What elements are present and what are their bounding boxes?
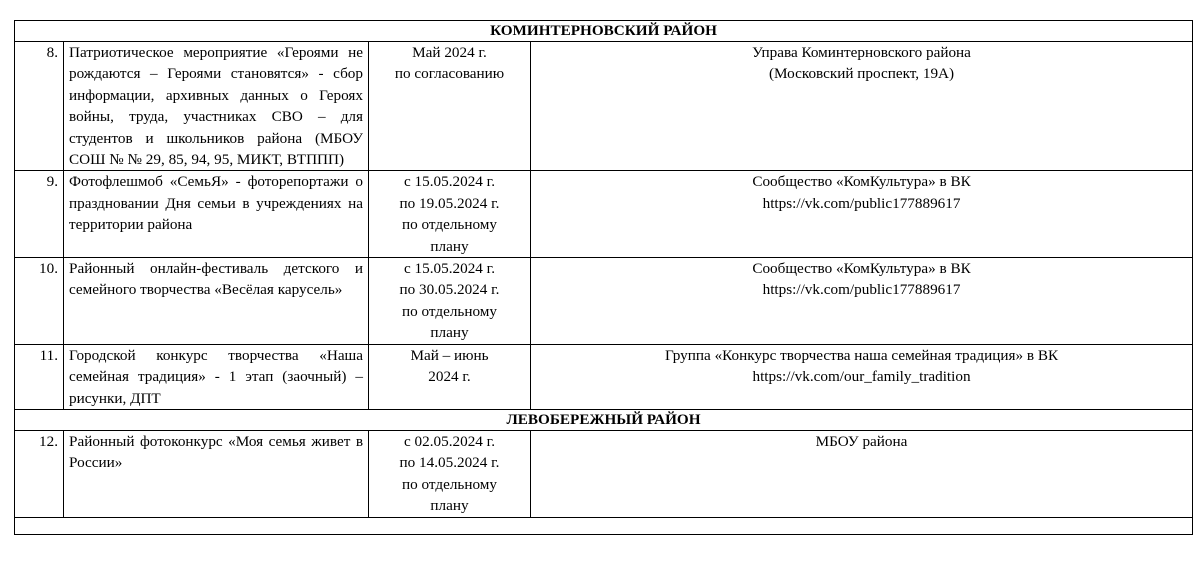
event-description: Районный фотоконкурс «Моя семья живет в России» (64, 430, 369, 517)
event-date (369, 171, 531, 258)
section-title: ЛЕВОБЕРЕЖНЫЙ РАЙОН (15, 409, 1193, 430)
empty-cell (15, 517, 1193, 534)
date-line: с 15.05.2024 г. (404, 173, 495, 191)
date-line: по 30.05.2024 г. (399, 281, 500, 299)
organizer-link: https://vk.com/public177889617 (762, 194, 961, 212)
events-table (14, 20, 1193, 535)
event-description: Патриотическое мероприятие «Героями не рождаются – Героями становятся» - сбор информации, архивных данных о Героях войны, труда, участниках СВО – для студентов и школьников района (МБОУ СОШ № № 29, 85, 94, 95, МИКТ, ВТППП) (64, 42, 369, 171)
section-title: КОМИНТЕРНОВСКИЙ РАЙОН (15, 21, 1193, 42)
date-line: плану (430, 237, 469, 255)
date-line: с 15.05.2024 г. (404, 260, 495, 278)
date-line: Май 2024 г. (412, 44, 487, 61)
date-line: по отдельному (402, 216, 497, 234)
empty-row (15, 517, 1193, 534)
table-row (15, 344, 1193, 409)
row-number: 11. (15, 344, 64, 409)
date-line: по отдельному (402, 475, 497, 493)
event-organizer (531, 430, 1193, 517)
section-header-levoberezh (15, 409, 1193, 430)
date-line: плану (430, 497, 469, 515)
row-number: 8. (15, 42, 64, 171)
event-date (369, 42, 531, 171)
section-header-komintern (15, 21, 1193, 42)
event-organizer (531, 42, 1193, 171)
table-row (15, 171, 1193, 258)
organizer-line: Группа «Конкурс творчества наша семейная традиция» в ВК (664, 346, 1059, 364)
event-description: Районный онлайн-фестиваль детского и семейного творчества «Весёлая карусель» (64, 258, 369, 345)
date-line: по отдельному (402, 302, 497, 320)
event-organizer (531, 258, 1193, 345)
event-organizer (531, 171, 1193, 258)
organizer-link: https://vk.com/our_family_tradition (752, 368, 971, 386)
date-line: плану (430, 324, 469, 342)
table-row (15, 258, 1193, 345)
date-line: по 19.05.2024 г. (399, 194, 500, 212)
date-line: по 14.05.2024 г. (399, 454, 500, 472)
date-line: с 02.05.2024 г. (404, 432, 495, 450)
table-row (15, 42, 1193, 171)
row-number: 12. (15, 430, 64, 517)
event-date (369, 344, 531, 409)
date-line: Май – июнь (410, 346, 489, 364)
event-date (369, 258, 531, 345)
row-number: 10. (15, 258, 64, 345)
organizer-link: https://vk.com/public177889617 (762, 281, 961, 299)
organizer-line: МБОУ района (815, 432, 908, 450)
row-number: 9. (15, 171, 64, 258)
event-organizer (531, 344, 1193, 409)
organizer-line: Управа Коминтерновского района (752, 44, 971, 61)
date-line: 2024 г. (428, 368, 471, 386)
table-row (15, 430, 1193, 517)
date-line: по согласованию (394, 65, 505, 83)
organizer-line: Сообщество «КомКультура» в ВК (752, 260, 971, 278)
event-date (369, 430, 531, 517)
event-description: Городской конкурс творчества «Наша семейная традиция» - 1 этап (заочный) – рисунки, ДПТ (64, 344, 369, 409)
organizer-line: Сообщество «КомКультура» в ВК (752, 173, 971, 191)
event-description: Фотофлешмоб «СемьЯ» - фоторепортажи о праздновании Дня семьи в учреждениях на территории района (64, 171, 369, 258)
organizer-line: (Московский проспект, 19А) (768, 65, 955, 83)
